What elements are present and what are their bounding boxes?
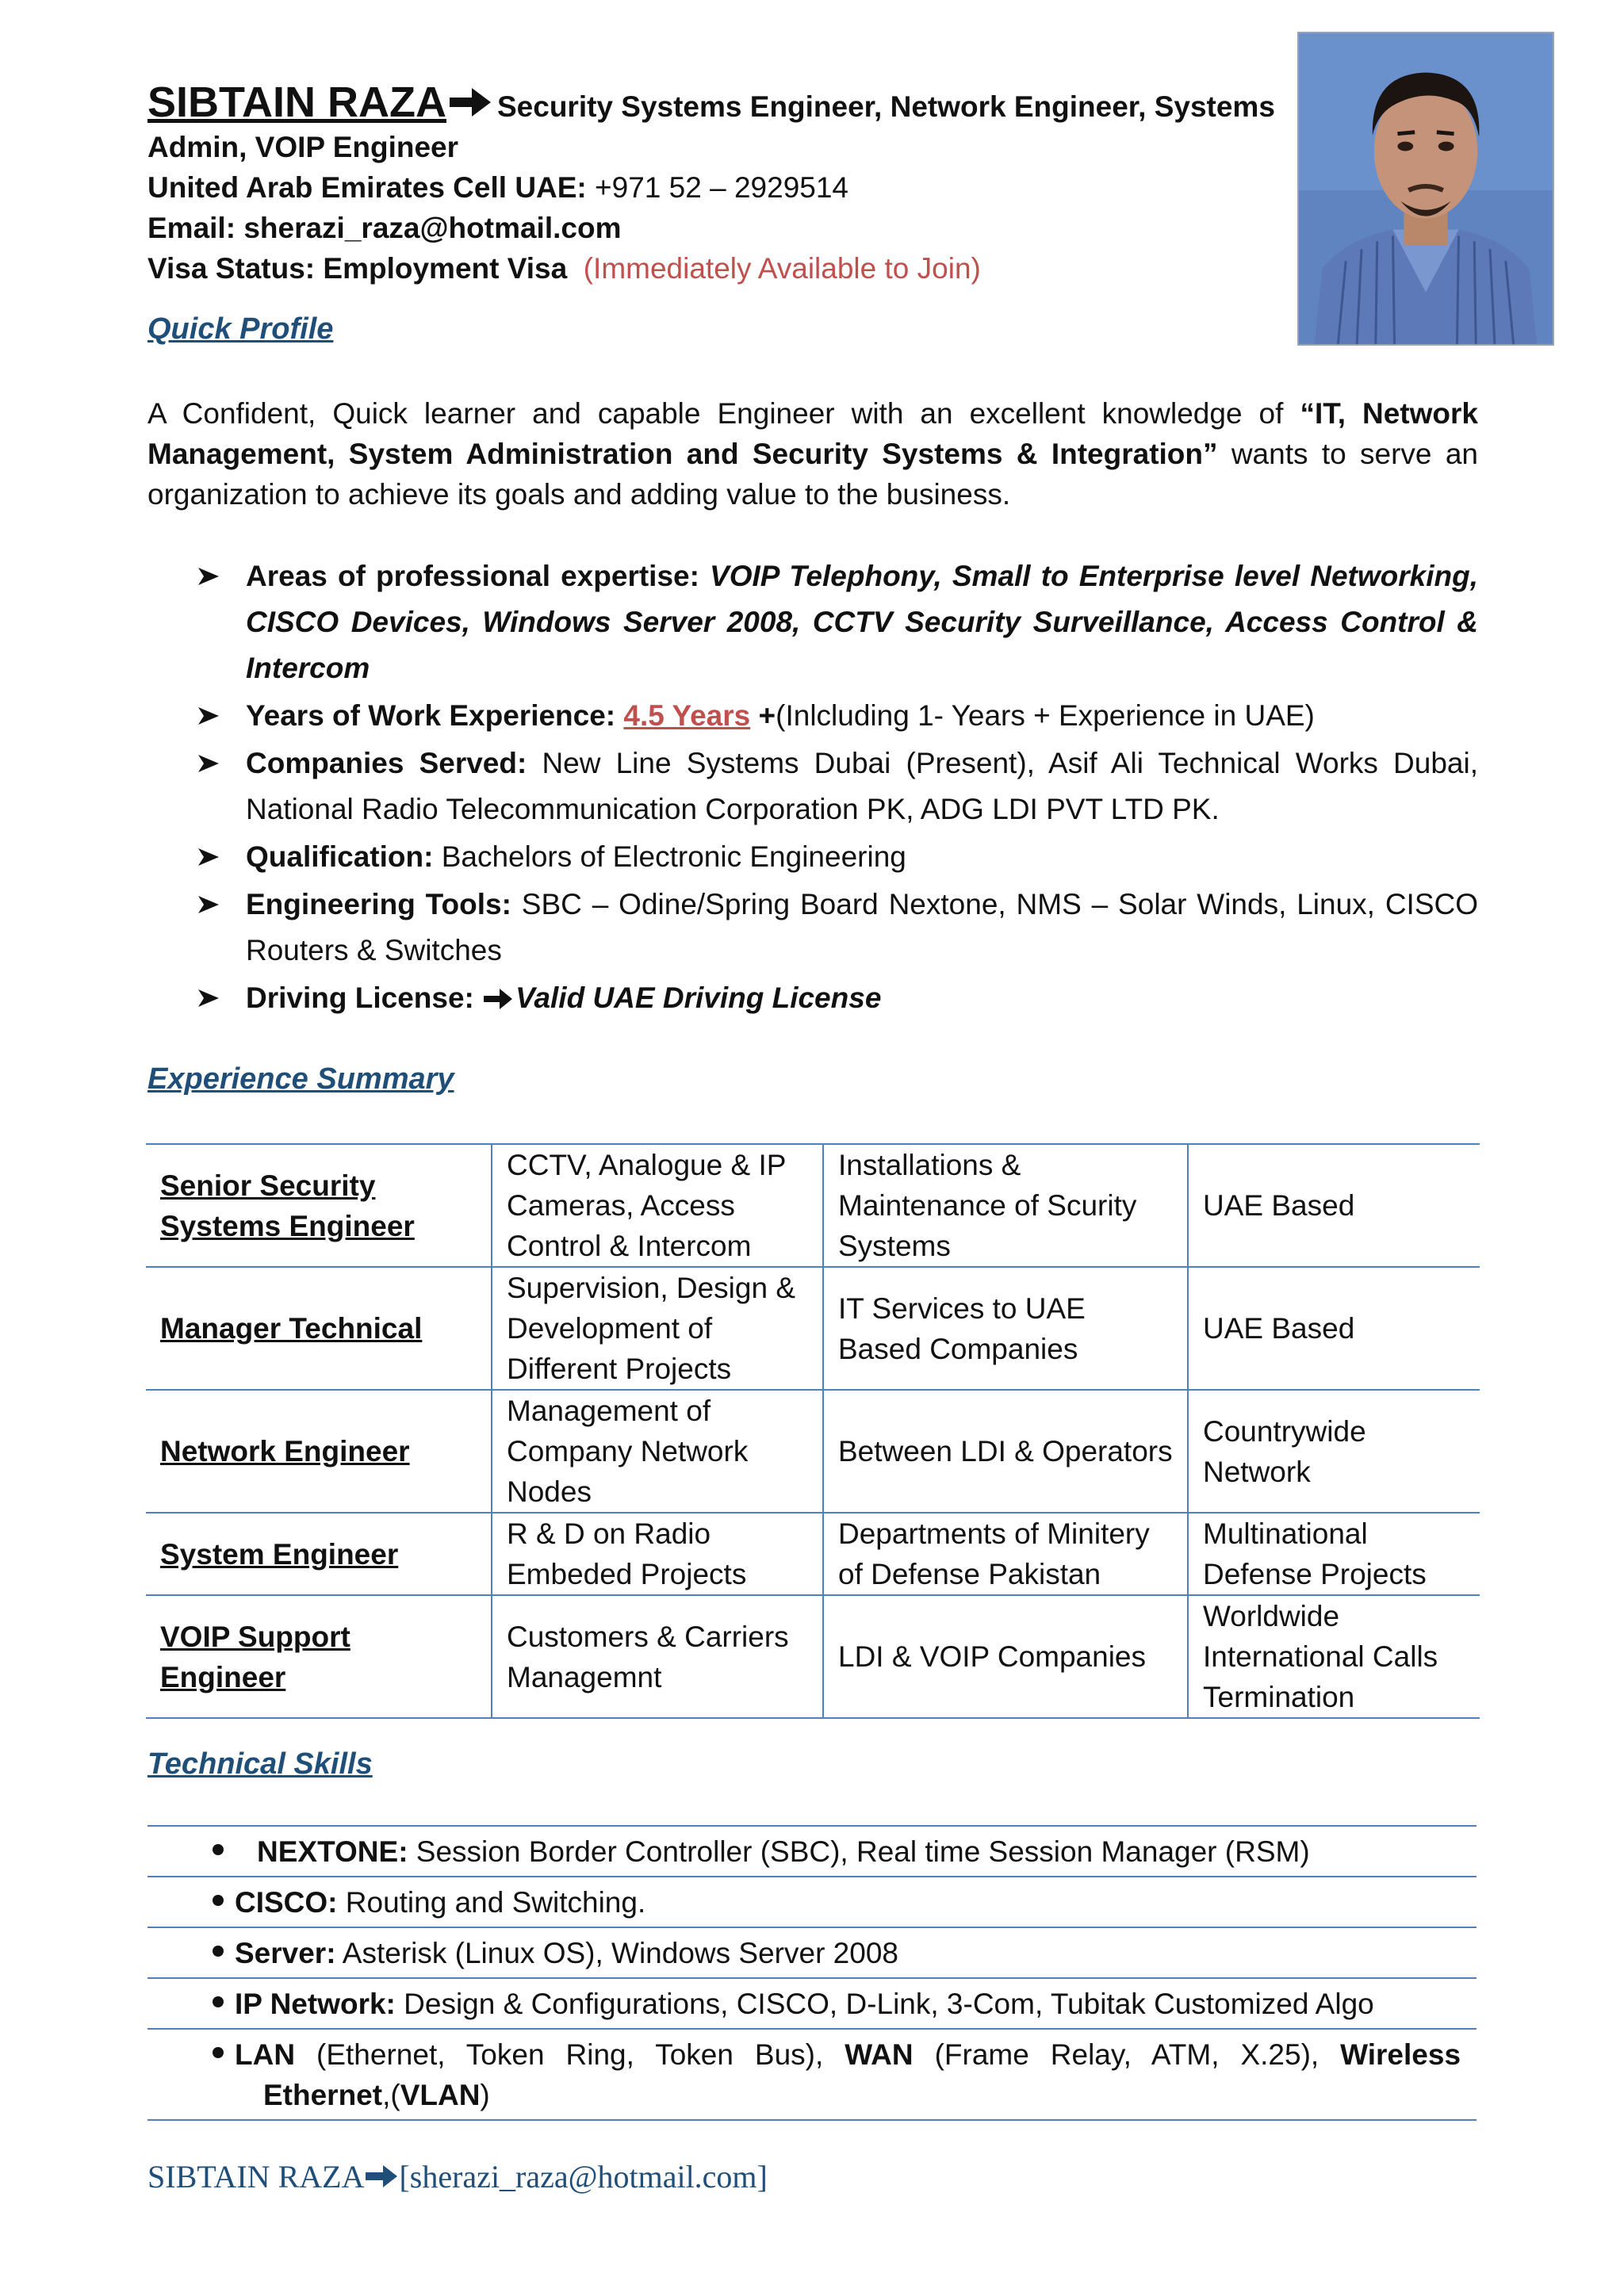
- skill-label: NEXTONE:: [257, 1835, 408, 1868]
- experience-scope: R & D on Radio Embeded Projects: [492, 1513, 823, 1595]
- list-item-qualification: [198, 834, 1478, 880]
- email-address: sherazi_raza@hotmail.com: [243, 212, 622, 244]
- experience-focus: Installations & Maintenance of Scurity Systems: [823, 1144, 1188, 1267]
- list-item-license: [198, 975, 1478, 1021]
- skill-punct: ,(: [382, 2079, 400, 2111]
- skill-value: Session Border Controller (SBC), Real time Session Manager (RSM): [416, 1835, 1310, 1868]
- section-title-technical-skills: Technical Skills: [147, 1747, 373, 1781]
- bullet-arrow-icon: [198, 896, 219, 913]
- header: [147, 78, 1275, 289]
- experience-focus: IT Services to UAE Based Companies: [823, 1267, 1188, 1390]
- list-item-tools: [198, 882, 1478, 974]
- bullet-arrow-icon: [198, 989, 219, 1007]
- experience-label: Years of Work Experience:: [246, 699, 616, 732]
- table-row: [146, 1144, 1480, 1267]
- footer-email: [sherazi_raza@hotmail.com]: [399, 2159, 768, 2195]
- companies-value: New Line Systems Dubai (Present), Asif Ali Technical Works Dubai, National Radio Telecommunication Corporation PK, ADG LDI PVT LTD PK.: [246, 747, 1479, 825]
- list-item-skill-ip-network: [147, 1977, 1477, 2028]
- visa-value: Employment Visa: [323, 252, 568, 285]
- bullet-dot-icon: [213, 1895, 224, 1906]
- page-footer: [147, 2158, 768, 2195]
- experience-location: UAE Based: [1188, 1267, 1480, 1390]
- skill-value: Asterisk (Linux OS), Windows Server 2008: [342, 1937, 898, 1969]
- experience-scope: Customers & Carriers Managemnt: [492, 1595, 823, 1718]
- skill-punct: ): [480, 2079, 490, 2111]
- skill-networking-continuation: [147, 2075, 1477, 2115]
- skills-list: [147, 1825, 1477, 2121]
- visa-label: Visa Status:: [147, 252, 316, 285]
- list-item-skill-networking: [147, 2028, 1477, 2121]
- roles-line-1: Security Systems Engineer, Network Engineer, Systems: [496, 90, 1275, 123]
- section-title-quick-profile: Quick Profile: [147, 312, 334, 346]
- skill-label: VLAN: [400, 2079, 481, 2111]
- list-item-skill-cisco: [147, 1876, 1477, 1927]
- experience-scope: Management of Company Network Nodes: [492, 1390, 823, 1513]
- tools-value: SBC – Odine/Spring Board Nextone, NMS – Solar Winds, Linux, CISCO Routers & Switches: [246, 888, 1479, 966]
- skill-label: WAN: [845, 2038, 914, 2071]
- experience-role: VOIP Support Engineer: [146, 1595, 492, 1718]
- header-title-line: [147, 78, 1275, 127]
- expertise-label: Areas of professional expertise:: [246, 560, 699, 592]
- experience-scope: CCTV, Analogue & IP Cameras, Access Control & Intercom: [492, 1144, 823, 1267]
- skill-value: Routing and Switching.: [345, 1886, 646, 1919]
- experience-role: Network Engineer: [146, 1390, 492, 1513]
- list-item-companies: [198, 740, 1478, 832]
- list-item-expertise: [198, 553, 1478, 691]
- bullet-dot-icon: [213, 2047, 224, 2058]
- skill-label: Wireless: [1340, 2038, 1461, 2071]
- table-row: [146, 1267, 1480, 1390]
- experience-note: (Inlcluding 1- Years + Experience in UAE): [776, 699, 1315, 732]
- right-arrow-icon: [482, 987, 514, 1011]
- email-label: Email:: [147, 212, 236, 244]
- availability-note: (Immediately Available to Join): [583, 252, 981, 285]
- skill-label: CISCO:: [235, 1886, 338, 1919]
- roles-line-2: Admin, VOIP Engineer: [147, 131, 459, 163]
- skill-label: Ethernet: [263, 2079, 383, 2111]
- bullet-arrow-icon: [198, 707, 219, 725]
- location-label: United Arab Emirates Cell UAE:: [147, 171, 587, 204]
- skill-label: Server:: [235, 1937, 336, 1969]
- experience-plus: +: [758, 699, 776, 732]
- experience-role: Senior Security Systems Engineer: [146, 1144, 492, 1267]
- visa-line: [147, 248, 1274, 289]
- skill-label: LAN: [235, 2038, 296, 2071]
- bullet-dot-icon: [213, 1844, 224, 1855]
- highlights-list: [198, 553, 1478, 1021]
- experience-table: [146, 1143, 1480, 1719]
- expertise-value: VOIP Telephony, Small to Enterprise level Networking, CISCO Devices, Windows Server 2008, CCTV Security Surveillance, Access Control & Intercom: [246, 560, 1478, 684]
- skill-value: (Ethernet, Token Ring, Token Bus),: [316, 2038, 824, 2071]
- candidate-name: SIBTAIN RAZA: [147, 78, 446, 126]
- right-arrow-icon: [448, 86, 492, 118]
- experience-role: System Engineer: [146, 1513, 492, 1595]
- qualification-label: Qualification:: [246, 840, 434, 873]
- bullet-arrow-icon: [198, 848, 219, 866]
- profile-text-intro: A Confident, Quick learner and capable Engineer with an excellent knowledge of: [147, 397, 1300, 430]
- experience-location: Worldwide International Calls Termination: [1188, 1595, 1480, 1718]
- skill-value: Design & Configurations, CISCO, D-Link, 3-Com, Tubitak Customized Algo: [404, 1988, 1374, 2020]
- experience-focus: LDI & VOIP Companies: [823, 1595, 1188, 1718]
- companies-label: Companies Served:: [246, 747, 527, 779]
- license-value: Valid UAE Driving License: [515, 982, 882, 1014]
- bullet-dot-icon: [213, 1946, 224, 1957]
- phone-number: +971 52 – 2929514: [595, 171, 849, 204]
- table-row: [146, 1513, 1480, 1595]
- profile-photo: [1297, 32, 1554, 346]
- tools-label: Engineering Tools:: [246, 888, 511, 920]
- experience-location: Countrywide Network: [1188, 1390, 1480, 1513]
- qualification-value: Bachelors of Electronic Engineering: [441, 840, 906, 873]
- bullet-arrow-icon: [198, 568, 219, 585]
- experience-focus: Departments of Minitery of Defense Pakistan: [823, 1513, 1188, 1595]
- skill-label: IP Network:: [235, 1988, 396, 2020]
- skill-networking-line: [235, 2034, 1461, 2075]
- bullet-arrow-icon: [198, 755, 219, 772]
- experience-role: Manager Technical: [146, 1267, 492, 1390]
- experience-scope: Supervision, Design & Development of Different Projects: [492, 1267, 823, 1390]
- contact-phone-line: [147, 167, 1274, 208]
- experience-focus: Between LDI & Operators: [823, 1390, 1188, 1513]
- right-arrow-icon: [364, 2164, 399, 2189]
- skill-value: (Frame Relay, ATM, X.25),: [934, 2038, 1320, 2071]
- license-label: Driving License:: [246, 982, 474, 1014]
- list-item-skill-nextone: [147, 1825, 1477, 1876]
- footer-name: SIBTAIN RAZA: [147, 2159, 365, 2195]
- table-row: [146, 1390, 1480, 1513]
- experience-years: 4.5 Years: [623, 699, 751, 732]
- profile-text-outro: wants to serve an organization to achieve its goals and adding value to the business.: [147, 438, 1478, 511]
- section-title-experience-summary: Experience Summary: [147, 1062, 454, 1096]
- table-row: [146, 1595, 1480, 1718]
- list-item-experience: [198, 693, 1478, 739]
- list-item-skill-server: [147, 1927, 1477, 1977]
- bullet-dot-icon: [213, 1996, 224, 2007]
- profile-summary: [147, 393, 1478, 515]
- experience-location: UAE Based: [1188, 1144, 1480, 1267]
- contact-email-line: [147, 208, 1274, 248]
- profile-photo-image: [1299, 33, 1553, 344]
- experience-location: Multinational Defense Projects: [1188, 1513, 1480, 1595]
- profile-text-highlight: “IT, Network Management, System Administration and Security Systems & Integration”: [147, 397, 1478, 470]
